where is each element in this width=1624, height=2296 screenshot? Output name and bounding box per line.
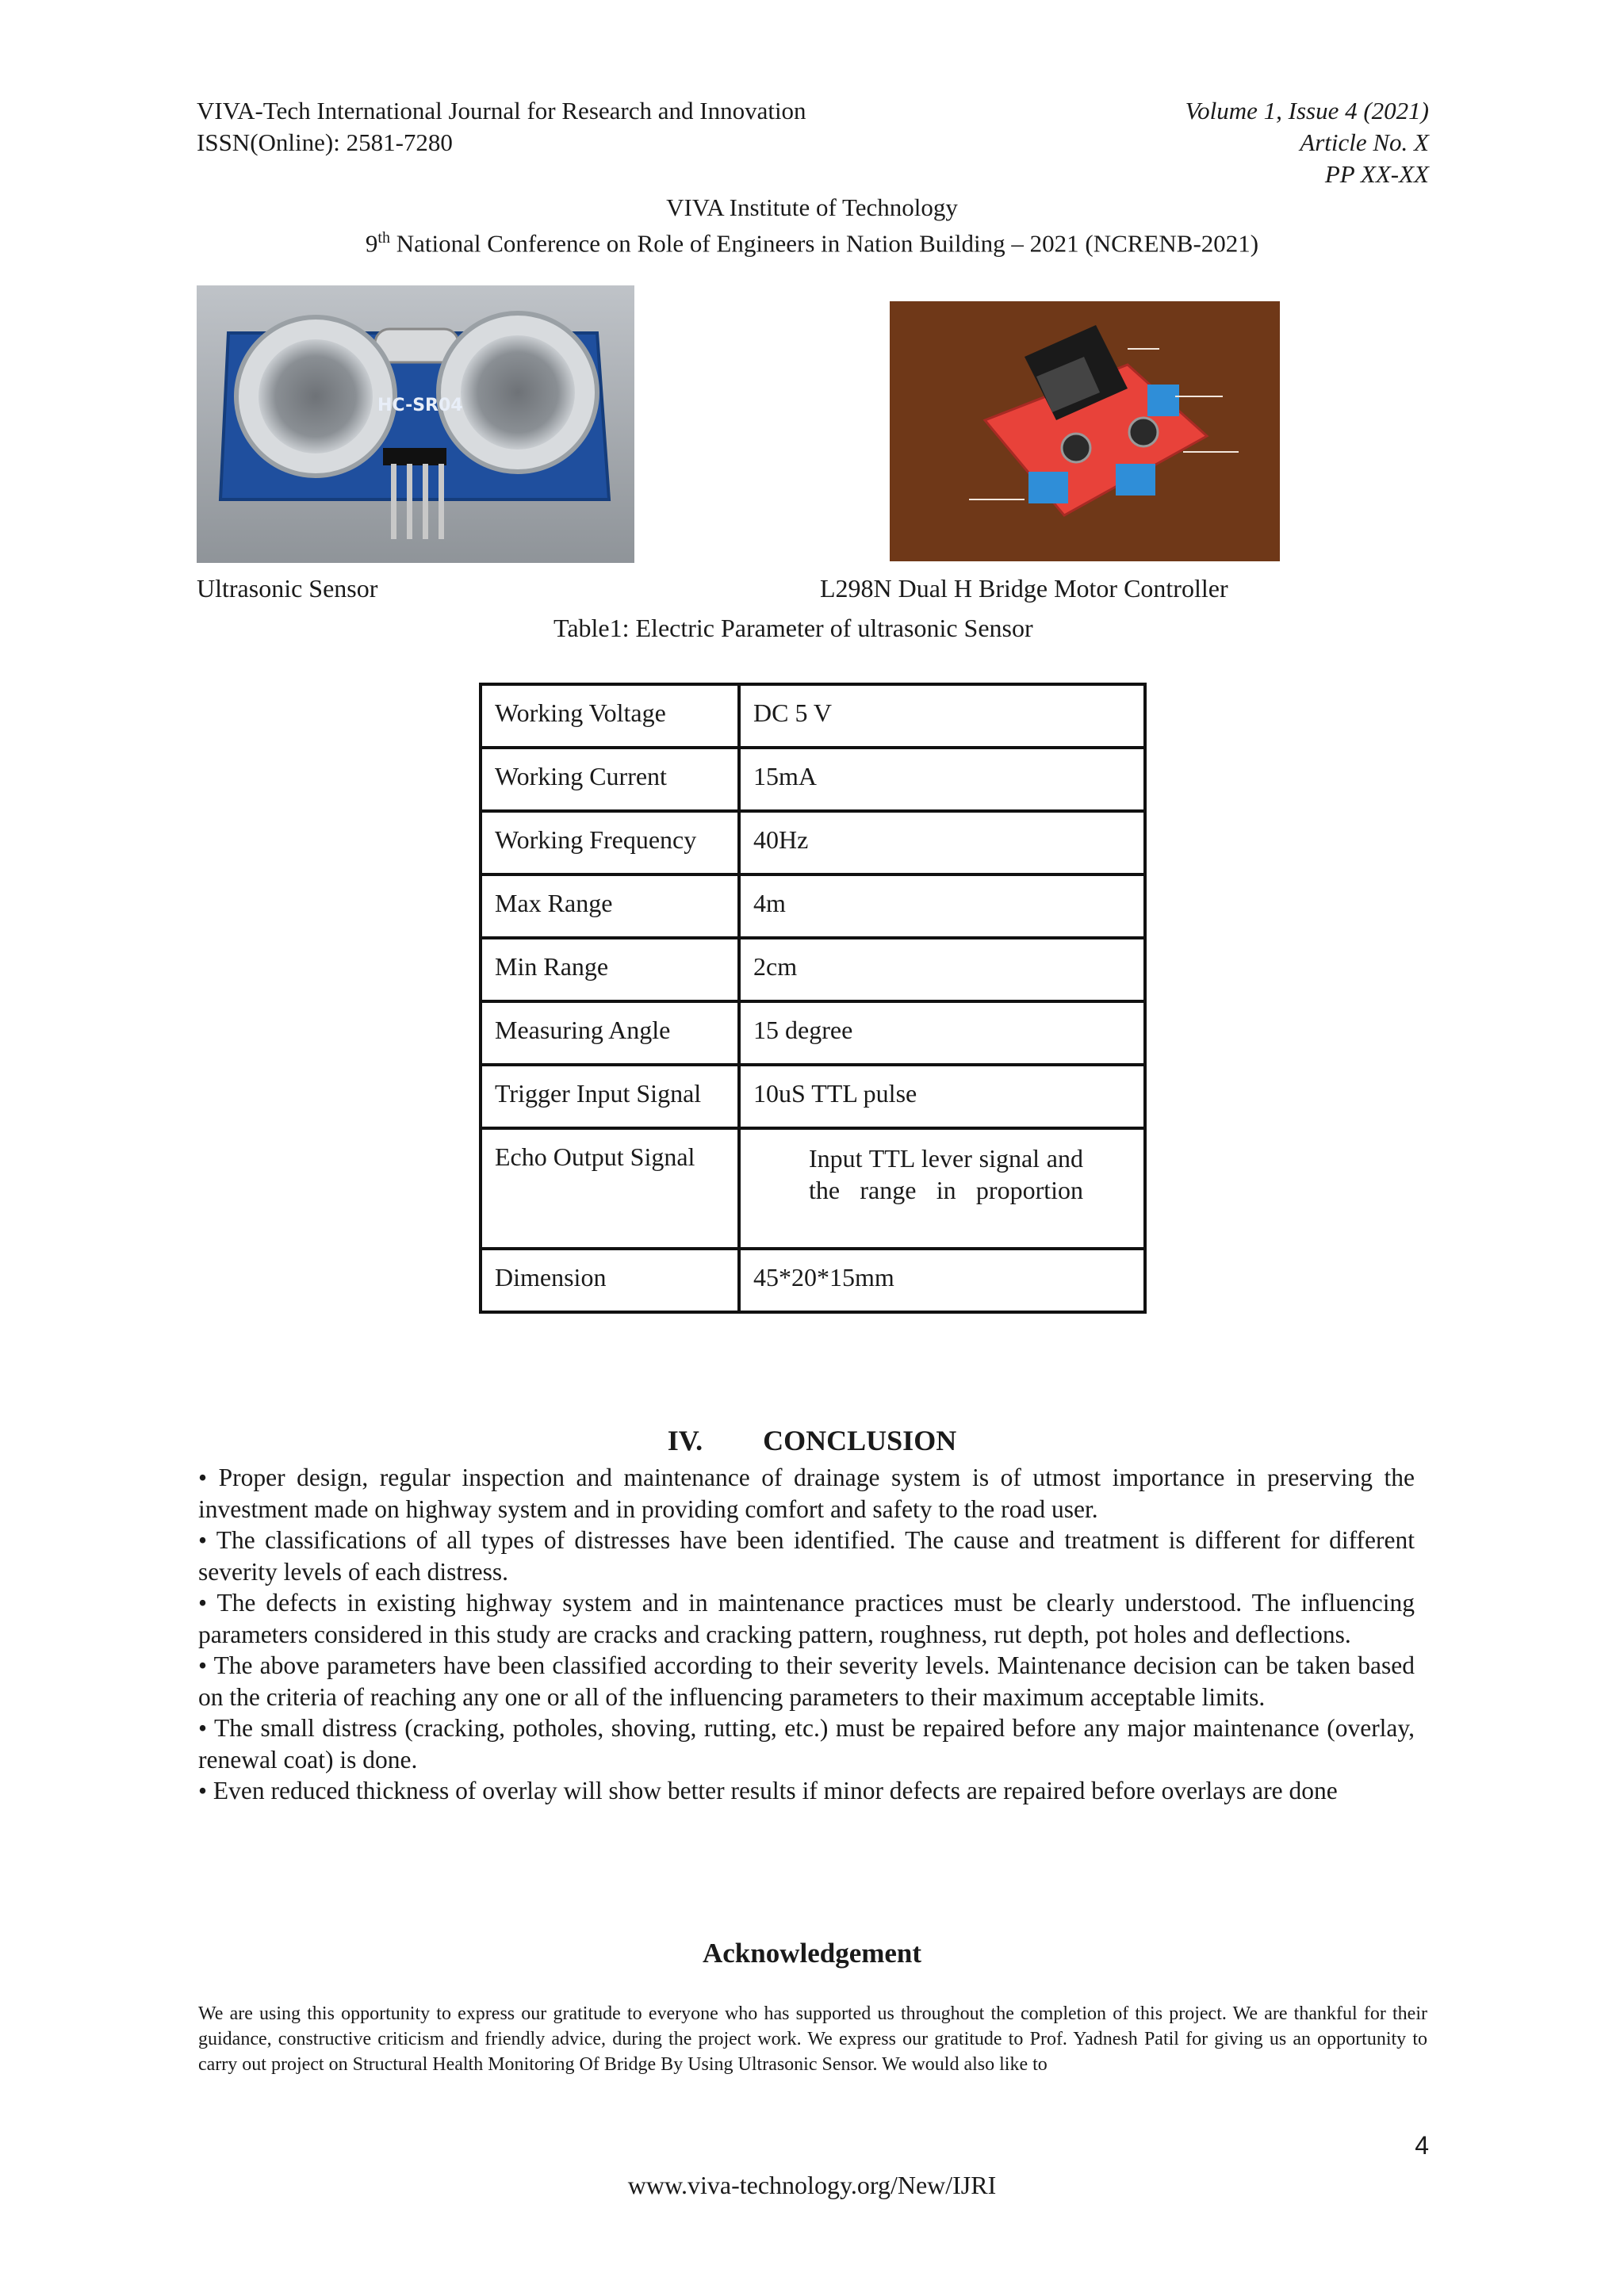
section-title: CONCLUSION [763, 1425, 957, 1456]
figure-caption-ultrasonic: Ultrasonic Sensor [197, 574, 378, 603]
table-caption: Table1: Electric Parameter of ultrasonic Sensor [553, 614, 1033, 642]
conclusion-point: • Proper design, regular inspection and maintenance of drainage system is of utmost importance in preserving the investment made on highway system and in providing comfort and safety to the road user. [198, 1464, 1415, 1523]
table-row [481, 1001, 1145, 1065]
motor-controller-illustration [890, 301, 1280, 561]
table-row [481, 1249, 1145, 1312]
table-cell-param: Echo Output Signal [481, 1128, 739, 1249]
figure-caption-motor-controller: L298N Dual H Bridge Motor Controller [820, 574, 1228, 603]
conference-name [0, 222, 1624, 259]
table-cell-param: Dimension [481, 1249, 739, 1312]
institute-name: VIVA Institute of Technology [666, 193, 958, 221]
table-cell-value: DC 5 V [739, 684, 1145, 748]
table-row [481, 938, 1145, 1001]
table-row [481, 1128, 1145, 1249]
conclusion-point: • Even reduced thickness of overlay will show better results if minor defects are repaired before overlays are done [198, 1777, 1338, 1804]
conclusion-heading [0, 1424, 1624, 1457]
table-cell-value: 2cm [739, 938, 1145, 1001]
conference-ordinal: 9 [365, 229, 378, 258]
ultrasonic-sensor-illustration [197, 285, 634, 563]
article-number: Article No. X [1300, 128, 1429, 156]
table-cell-param: Max Range [481, 874, 739, 938]
journal-issn: ISSN(Online): 2581-7280 [197, 128, 453, 156]
journal-volume: Volume 1, Issue 4 (2021) [1185, 97, 1429, 124]
table-row [481, 811, 1145, 874]
conference-title: National Conference on Role of Engineers in Nation Building – 2021 (NCRENB-2021) [389, 229, 1259, 258]
section-number: IV. [667, 1425, 703, 1456]
page-range: PP XX-XX [1324, 160, 1429, 188]
conclusion-point: • The defects in existing highway system and in maintenance practices must be clearly understood. The influencing parameters considered in this study are cracks and cracking pattern, roughness, rut depth, pot holes and deflections. [198, 1589, 1415, 1648]
board-label: HC-SR04 [377, 396, 463, 415]
table-cell-value: 15mA [739, 748, 1145, 811]
table-row [481, 1065, 1145, 1128]
table-cell-value: 45*20*15mm [739, 1249, 1145, 1312]
table-cell-param: Min Range [481, 938, 739, 1001]
conference-ordinal-suffix: th [377, 229, 390, 247]
table-cell-param: Measuring Angle [481, 1001, 739, 1065]
journal-name: VIVA-Tech International Journal for Research and Innovation [197, 97, 806, 124]
conclusion-point: • The classifications of all types of distresses have been identified. The cause and treatment is different for different severity levels of each distress. [198, 1526, 1415, 1586]
table-cell-param: Working Frequency [481, 811, 739, 874]
ultrasonic-sensor-image [197, 285, 634, 563]
conclusion-point: • The small distress (cracking, potholes, shoving, rutting, etc.) must be repaired before any major maintenance (overlay, renewal coat) is done. [198, 1714, 1415, 1774]
acknowledgement-body [198, 2001, 1427, 2077]
table-row [481, 684, 1145, 748]
page-number: 4 [1415, 2131, 1429, 2160]
table-cell-value: 40Hz [739, 811, 1145, 874]
echo-output-value: Input TTL lever signal and the range in proportion [809, 1144, 1083, 1204]
table-cell-value [739, 1128, 1145, 1249]
table-cell-param: Trigger Input Signal [481, 1065, 739, 1128]
table-row [481, 874, 1145, 938]
footer-url[interactable]: www.viva-technology.org/New/IJRI [627, 2171, 997, 2199]
table-cell-param: Working Current [481, 748, 739, 811]
conclusion-body [198, 1462, 1415, 1807]
motor-controller-image [890, 301, 1280, 561]
table-cell-param: Working Voltage [481, 684, 739, 748]
acknowledgement-text: We are using this opportunity to express our gratitude to everyone who has supported us throughout the completion of this project. We are thankful for their guidance, constructive criticism and friendly advice, during the project work. We express our gratitude to Prof. Yadnesh Patil for giving us an opportunity to carry out project on Structural Health Monitoring Of Bridge By Using Ultrasonic Sensor. We would also like to [198, 2003, 1427, 2075]
table-cell-value: 4m [739, 874, 1145, 938]
acknowledgement-heading: Acknowledgement [702, 1938, 922, 1969]
table-cell-value: 15 degree [739, 1001, 1145, 1065]
table-row [481, 748, 1145, 811]
sensor-parameters-table [479, 683, 1147, 1314]
conclusion-point: • The above parameters have been classified according to their severity levels. Maintenance decision can be taken based on the criteria of reaching any one or all of the influencing parameters to their maximum acceptable limits. [198, 1651, 1415, 1711]
table-cell-value: 10uS TTL pulse [739, 1065, 1145, 1128]
